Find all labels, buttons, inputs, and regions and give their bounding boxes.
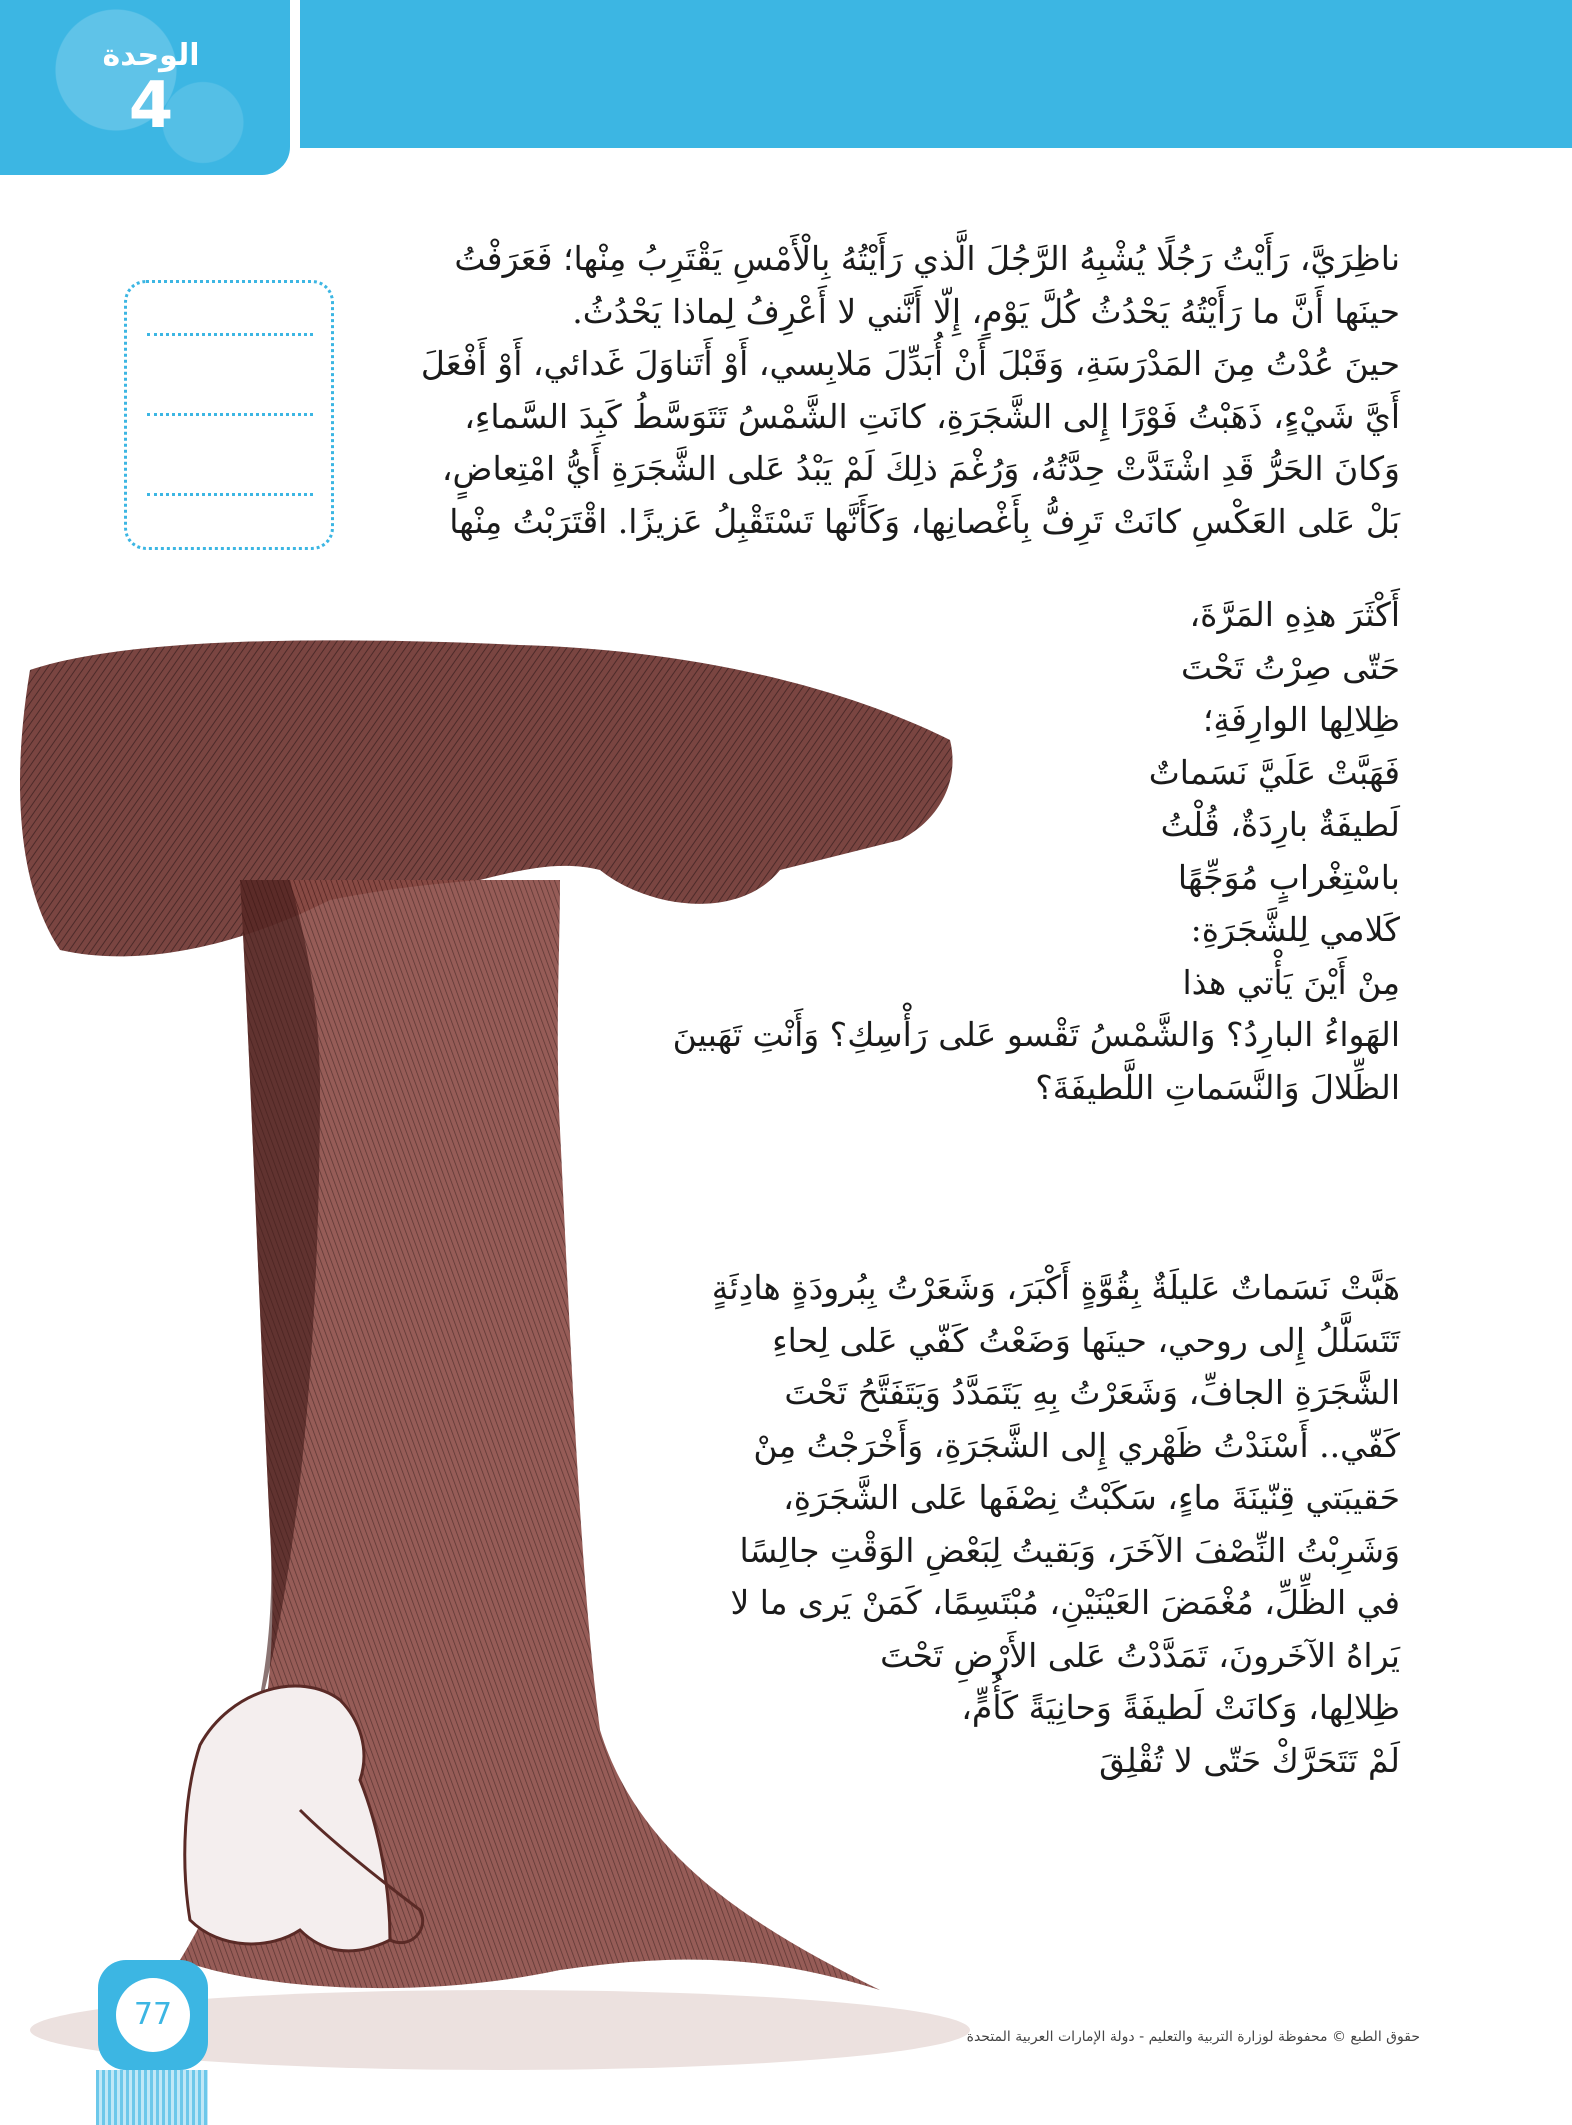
- text-line: أَيَّ شَيْءٍ، ذَهَبْتُ فَوْرًا إِلى الشَّجَرَةِ، كانَتِ الشَّمْسُ تَتَوَسَّطُ كَبِدَ السَّماءِ،: [464, 396, 1400, 436]
- text-line: حينَها أَنَّ ما رَأَيْتُهُ يَحْدُثُ كُلَّ يَوْمٍ، إِلّا أَنَّني لا أَعْرِفُ لِماذا يَحْدُثُ.: [572, 291, 1400, 331]
- text-line: مِنْ أَيْنَ يَأْتي هذا: [1182, 962, 1400, 1002]
- text-line: لَمْ تَتَحَرَّكْ حَتّى لا تُقْلِقَ: [1099, 1740, 1400, 1780]
- page-edge-strip: [96, 2070, 208, 2125]
- text-line: حَتّى صِرْتُ تَحْتَ: [1180, 647, 1400, 687]
- text-line: أَكْثَرَ هذِهِ المَرَّةَ،: [1189, 595, 1400, 634]
- text-line: وَكانَ الحَرُّ قَدِ اشْتَدَّتْ حِدَّتُهُ، وَرُغْمَ ذلِكَ لَمْ يَبْدُ عَلى الشَّجَرَةِ أَيُّ امْتِعاضٍ،: [441, 449, 1400, 488]
- notes-line: [147, 413, 313, 416]
- text-line: باسْتِغْرابٍ مُوَجِّهًا: [1177, 857, 1400, 897]
- unit-label: الوحدة: [102, 38, 200, 73]
- text-line: ظِلالِها الوارِفَةِ؛: [1202, 700, 1400, 739]
- text-line: لَطيفَةٌ بارِدَةٌ، قُلْتُ: [1160, 805, 1400, 844]
- text-line: كَفّي.. أَسْنَدْتُ ظَهْري إِلى الشَّجَرَةِ، وَأَخْرَجْتُ مِنْ: [753, 1425, 1400, 1465]
- text-line: الشَّجَرَةِ الجافِّ، وَشَعَرْتُ بِهِ يَتَمَدَّدُ وَيَتَفَتَّحُ تَحْتَ: [784, 1373, 1400, 1412]
- text-line: ظِلالِها، وَكانَتْ لَطيفَةً وَحانِيَةً كَأُمٍّ،: [961, 1688, 1400, 1727]
- text-line: هَبَّتْ نَسَماتٌ عَليلَةٌ بِقُوَّةٍ أَكْبَرَ، وَشَعَرْتُ بِبُرودَةٍ هادِئَةٍ: [711, 1268, 1400, 1307]
- text-line: حينَ عُدْتُ مِنَ المَدْرَسَةِ، وَقَبْلَ أَنْ أُبَدِّلَ مَلابِسي، أَوْ أَتَناوَلَ غَدائي، أَوْ أَفْعَلَ: [420, 344, 1400, 383]
- text-line: في الظِّلِّ، مُغْمَضَ العَيْنَيْنِ، مُبْتَسِمًا، كَمَنْ يَرى ما لا: [730, 1583, 1400, 1622]
- paragraph-2: [673, 589, 1400, 1114]
- text-line: كَلامي لِلشَّجَرَةِ:: [1190, 910, 1400, 949]
- notes-line: [147, 333, 313, 336]
- copyright-notice: حقوق الطبع © محفوظة لوزارة التربية والتعليم - دولة الإمارات العربية المتحدة: [966, 2029, 1420, 2045]
- text-line: يَراهُ الآخَرونَ، تَمَدَّدْتُ عَلى الأَرْضِ تَحْتَ: [880, 1635, 1400, 1675]
- text-line: بَلْ عَلى العَكْسِ كانَتْ تَرِفُّ بِأَغْصانِها، وَكَأَنَّها تَسْتَقْبِلُ عَزيزًا. اقْتَرَبْتُ مِنْها: [449, 501, 1400, 541]
- text-line: تَتَسَلَّلُ إِلى روحي، حينَها وَضَعْتُ كَفّي عَلى لِحاءِ: [772, 1320, 1400, 1360]
- text-line: الهَواءُ البارِدُ؟ وَالشَّمْسُ تَقْسو عَلى رَأْسِكِ؟ وَأَنْتِ تَهَبينَ: [672, 1015, 1400, 1054]
- child-figure: [185, 1686, 390, 1951]
- unit-number: 4: [128, 69, 174, 143]
- paragraph-1: [421, 233, 1400, 548]
- text-line: فَهَبَّتْ عَلَيَّ نَسَماتٌ: [1148, 752, 1400, 792]
- notes-line: [147, 493, 313, 496]
- text-line: ناظِرَيَّ، رَأَيْتُ رَجُلًا يُشْبِهُ الرَّجُلَ الَّذي رَأَيْتُهُ بِالْأَمْسِ يَقْتَرِبُ مِنْها؛ فَعَرَفْتُ: [454, 239, 1400, 278]
- text-line: حَقيبَتي قِنّينَةَ ماءٍ، سَكَبْتُ نِصْفَها عَلى الشَّجَرَةِ،: [783, 1478, 1400, 1517]
- text-line: الظِّلالَ وَالنَّسَماتِ اللَّطيفَةَ؟: [1035, 1067, 1400, 1107]
- notes-box[interactable]: [124, 280, 334, 550]
- paragraph-3: [712, 1262, 1400, 1787]
- text-line: وَشَرِبْتُ النِّصْفَ الآخَرَ، وَبَقيتُ لِبَعْضِ الوَقْتِ جالِسًا: [739, 1530, 1400, 1570]
- page-number: 77: [133, 1997, 173, 2032]
